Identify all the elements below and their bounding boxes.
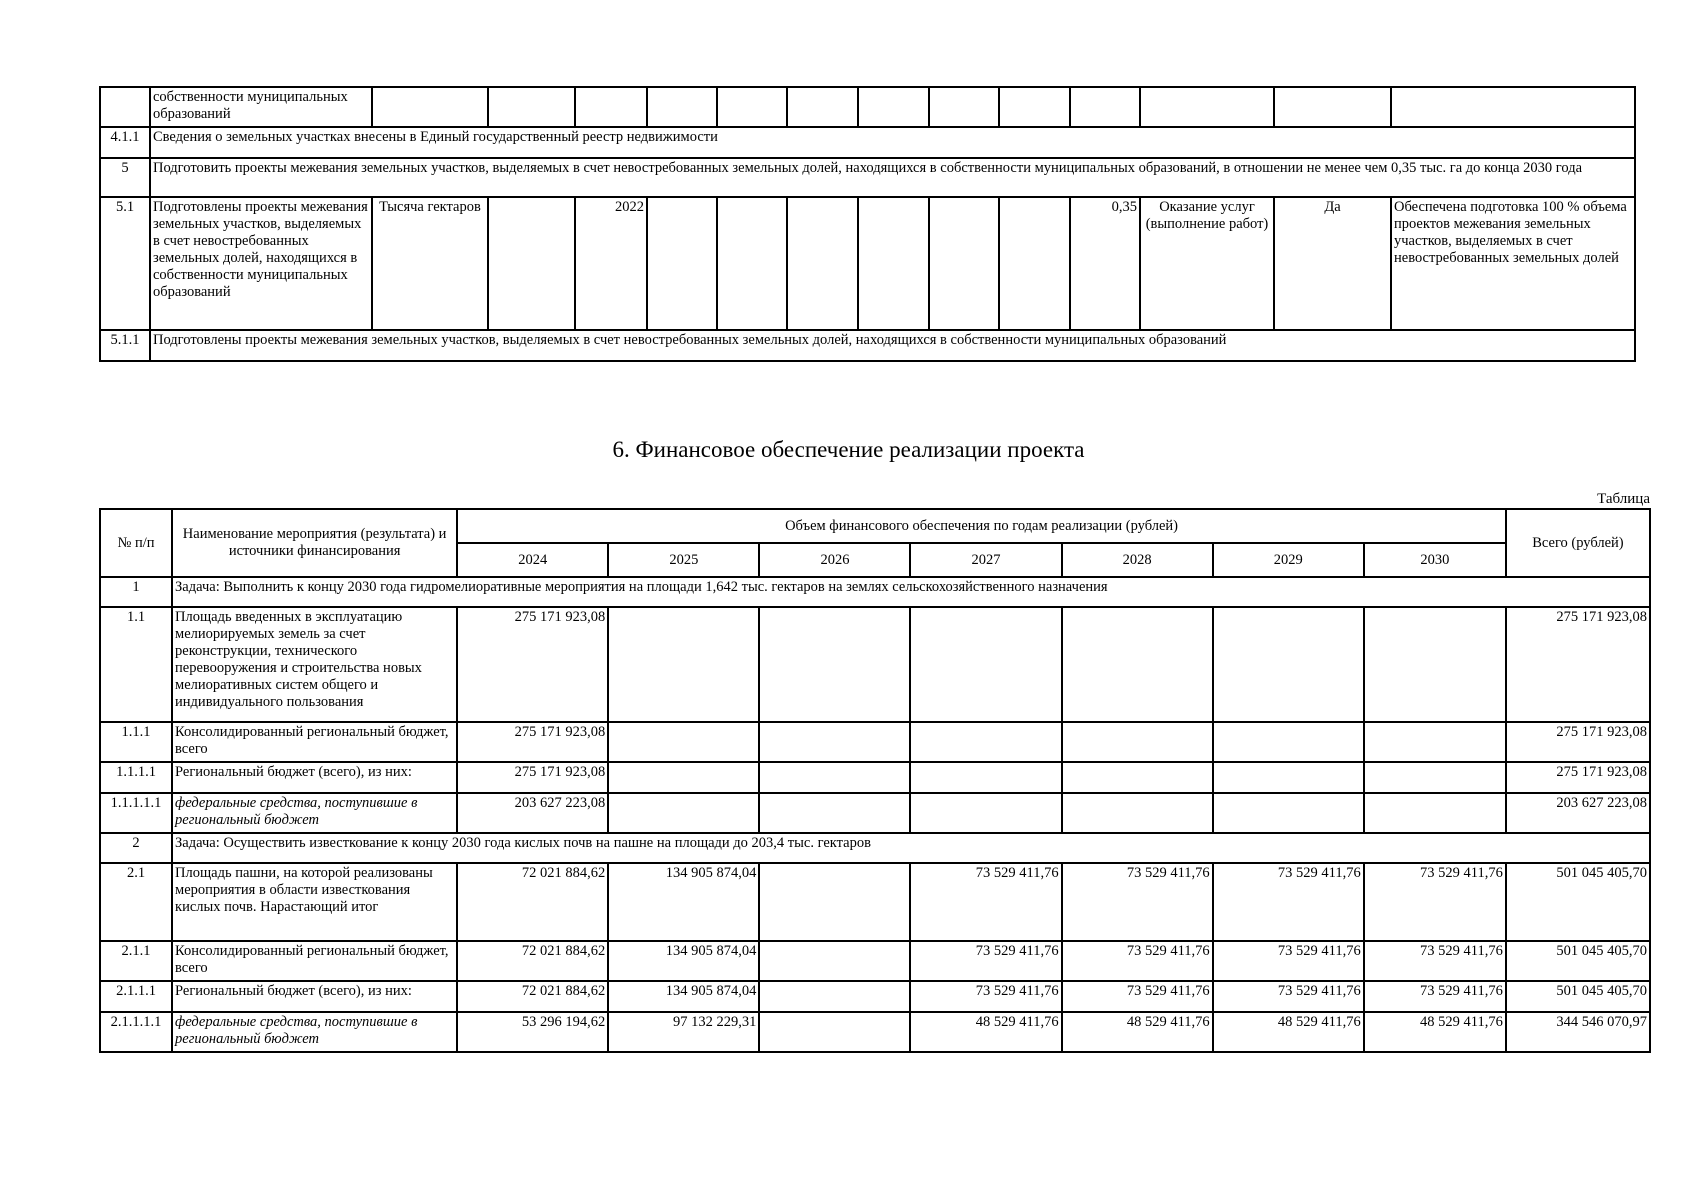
- table-row: [100, 941, 1650, 981]
- amount-cell: 53 296 194,62: [457, 1012, 608, 1052]
- year-header: 2028: [1062, 543, 1213, 577]
- amount-cell: [759, 863, 910, 941]
- row-number: 1.1: [100, 607, 172, 722]
- task-row: [100, 833, 1650, 863]
- row-text: Подготовить проекты межевания земельных участков, выделяемых в счет невостребованных земельных долей, находящихся в собственности муниципальных образований, в отношении не менее чем 0,35 тыс. га до конца 2030 года: [150, 158, 1635, 197]
- amount-cell: 73 529 411,76: [910, 863, 1061, 941]
- total-cell: 275 171 923,08: [1506, 762, 1650, 793]
- row-number: 2.1.1.1.1: [100, 1012, 172, 1052]
- amount-cell: [1062, 762, 1213, 793]
- total-cell: 501 045 405,70: [1506, 863, 1650, 941]
- header-volume: Объем финансового обеспечения по годам реализации (рублей): [457, 509, 1506, 543]
- amount-cell: [608, 762, 759, 793]
- results-table: [99, 86, 1636, 362]
- row-name: Консолидированный региональный бюджет, всего: [172, 722, 457, 762]
- year-header: 2027: [910, 543, 1061, 577]
- amount-cell: 97 132 229,31: [608, 1012, 759, 1052]
- amount-cell: [910, 722, 1061, 762]
- amount-cell: 72 021 884,62: [457, 981, 608, 1012]
- amount-cell: 73 529 411,76: [1364, 981, 1506, 1012]
- amount-cell: [608, 607, 759, 722]
- value-cell: 0,35: [1070, 197, 1140, 330]
- table-row: [100, 722, 1650, 762]
- amount-cell: 48 529 411,76: [910, 1012, 1061, 1052]
- amount-cell: 134 905 874,04: [608, 941, 759, 981]
- amount-cell: 275 171 923,08: [457, 722, 608, 762]
- amount-cell: 48 529 411,76: [1213, 1012, 1364, 1052]
- amount-cell: 73 529 411,76: [1364, 863, 1506, 941]
- amount-cell: 73 529 411,76: [910, 981, 1061, 1012]
- amount-cell: [1213, 762, 1364, 793]
- base-year-cell: 2022: [575, 197, 647, 330]
- amount-cell: [608, 793, 759, 833]
- amount-cell: [759, 981, 910, 1012]
- row-name: Консолидированный региональный бюджет, всего: [172, 941, 457, 981]
- total-cell: 501 045 405,70: [1506, 941, 1650, 981]
- amount-cell: 73 529 411,76: [1062, 863, 1213, 941]
- row-name: федеральные средства, поступившие в региональный бюджет: [172, 1012, 457, 1052]
- amount-cell: 73 529 411,76: [1062, 941, 1213, 981]
- task-row: [100, 577, 1650, 607]
- row-name: федеральные средства, поступившие в региональный бюджет: [172, 793, 457, 833]
- amount-cell: [759, 793, 910, 833]
- total-cell: 501 045 405,70: [1506, 981, 1650, 1012]
- result-name: собственности муниципальных образований: [150, 87, 372, 127]
- amount-cell: 73 529 411,76: [1213, 981, 1364, 1012]
- amount-cell: [1213, 722, 1364, 762]
- unit-cell: Тысяча гектаров: [372, 197, 488, 330]
- amount-cell: 48 529 411,76: [1364, 1012, 1506, 1052]
- header-total: Всего (рублей): [1506, 509, 1650, 577]
- table-row: [100, 87, 1635, 127]
- amount-cell: [1364, 722, 1506, 762]
- table-row: [100, 863, 1650, 941]
- amount-cell: 72 021 884,62: [457, 941, 608, 981]
- amount-cell: [759, 722, 910, 762]
- amount-cell: 73 529 411,76: [910, 941, 1061, 981]
- total-cell: 275 171 923,08: [1506, 722, 1650, 762]
- amount-cell: [608, 722, 759, 762]
- year-header: 2029: [1213, 543, 1364, 577]
- row-number: 2.1.1.1: [100, 981, 172, 1012]
- total-cell: 344 546 070,97: [1506, 1012, 1650, 1052]
- table-row: [100, 981, 1650, 1012]
- year-header: 2026: [759, 543, 910, 577]
- table-row: [100, 197, 1635, 330]
- table-row: [100, 762, 1650, 793]
- row-number: 5: [100, 158, 150, 197]
- amount-cell: [1364, 607, 1506, 722]
- row-name: Региональный бюджет (всего), из них:: [172, 762, 457, 793]
- row-number: 4.1.1: [100, 127, 150, 158]
- amount-cell: 73 529 411,76: [1213, 863, 1364, 941]
- characteristic-cell: Обеспечена подготовка 100 % объема проектов межевания земельных участков, выделяемых в счет невостребованных земельных долей: [1391, 197, 1635, 330]
- table-row: [100, 127, 1635, 158]
- amount-cell: 275 171 923,08: [457, 607, 608, 722]
- amount-cell: [759, 941, 910, 981]
- row-text: Подготовлены проекты межевания земельных участков, выделяемых в счет невостребованных земельных долей, находящихся в собственности муниципальных образований: [150, 330, 1635, 361]
- year-header: 2030: [1364, 543, 1506, 577]
- row-text: Сведения о земельных участках внесены в Единый государственный реестр недвижимости: [150, 127, 1635, 158]
- task-text: Задача: Выполнить к концу 2030 года гидромелиоративные мероприятия на площади 1,642 тыс. гектаров на землях сельскохозяйственного назначения: [172, 577, 1650, 607]
- total-cell: 203 627 223,08: [1506, 793, 1650, 833]
- amount-cell: 73 529 411,76: [1062, 981, 1213, 1012]
- flag-cell: Да: [1274, 197, 1391, 330]
- year-header: 2025: [608, 543, 759, 577]
- table-row: [100, 793, 1650, 833]
- amount-cell: [1062, 793, 1213, 833]
- row-number: 2.1: [100, 863, 172, 941]
- row-number: 5.1.1: [100, 330, 150, 361]
- amount-cell: [1364, 793, 1506, 833]
- header-name: Наименование мероприятия (результата) и источники финансирования: [172, 509, 457, 577]
- amount-cell: 73 529 411,76: [1364, 941, 1506, 981]
- table-row: [100, 1012, 1650, 1052]
- row-name: Площадь введенных в эксплуатацию мелиорируемых земель за счет реконструкции, технического перевооружения и строительства новых мелиоративных систем общего и индивидуального пользования: [172, 607, 457, 722]
- amount-cell: [1062, 722, 1213, 762]
- amount-cell: 275 171 923,08: [457, 762, 608, 793]
- table-row: [100, 607, 1650, 722]
- amount-cell: 73 529 411,76: [1213, 941, 1364, 981]
- amount-cell: [759, 762, 910, 793]
- row-number: 1.1.1.1.1: [100, 793, 172, 833]
- amount-cell: [759, 607, 910, 722]
- result-name: Подготовлены проекты межевания земельных участков, выделяемых в счет невостребованных земельных долей, находящихся в собственности муниципальных образований: [150, 197, 372, 330]
- amount-cell: [1213, 793, 1364, 833]
- table-row: [100, 158, 1635, 197]
- row-number: 2.1.1: [100, 941, 172, 981]
- section-title: 6. Финансовое обеспечение реализации проекта: [612, 437, 1085, 462]
- year-header: 2024: [457, 543, 608, 577]
- finance-table: [99, 508, 1651, 1053]
- amount-cell: [1213, 607, 1364, 722]
- type-cell: Оказание услуг (выполнение работ): [1140, 197, 1274, 330]
- amount-cell: [1364, 762, 1506, 793]
- header-row: [100, 509, 1650, 543]
- amount-cell: 72 021 884,62: [457, 863, 608, 941]
- table-row: [100, 330, 1635, 361]
- row-name: Региональный бюджет (всего), из них:: [172, 981, 457, 1012]
- row-number: 1: [100, 577, 172, 607]
- row-name: Площадь пашни, на которой реализованы мероприятия в области известкования кислых почв. Нарастающий итог: [172, 863, 457, 941]
- amount-cell: [910, 607, 1061, 722]
- row-number: 5.1: [100, 197, 150, 330]
- amount-cell: 134 905 874,04: [608, 981, 759, 1012]
- total-cell: 275 171 923,08: [1506, 607, 1650, 722]
- header-num: № п/п: [100, 509, 172, 577]
- amount-cell: [910, 762, 1061, 793]
- amount-cell: [759, 1012, 910, 1052]
- amount-cell: 203 627 223,08: [457, 793, 608, 833]
- table-caption: Таблица: [1597, 491, 1650, 507]
- task-text: Задача: Осуществить известкование к концу 2030 года кислых почв на пашне на площади до 203,4 тыс. гектаров: [172, 833, 1650, 863]
- amount-cell: [910, 793, 1061, 833]
- amount-cell: 134 905 874,04: [608, 863, 759, 941]
- amount-cell: [1062, 607, 1213, 722]
- amount-cell: 48 529 411,76: [1062, 1012, 1213, 1052]
- row-number: 2: [100, 833, 172, 863]
- row-number: 1.1.1: [100, 722, 172, 762]
- row-number: 1.1.1.1: [100, 762, 172, 793]
